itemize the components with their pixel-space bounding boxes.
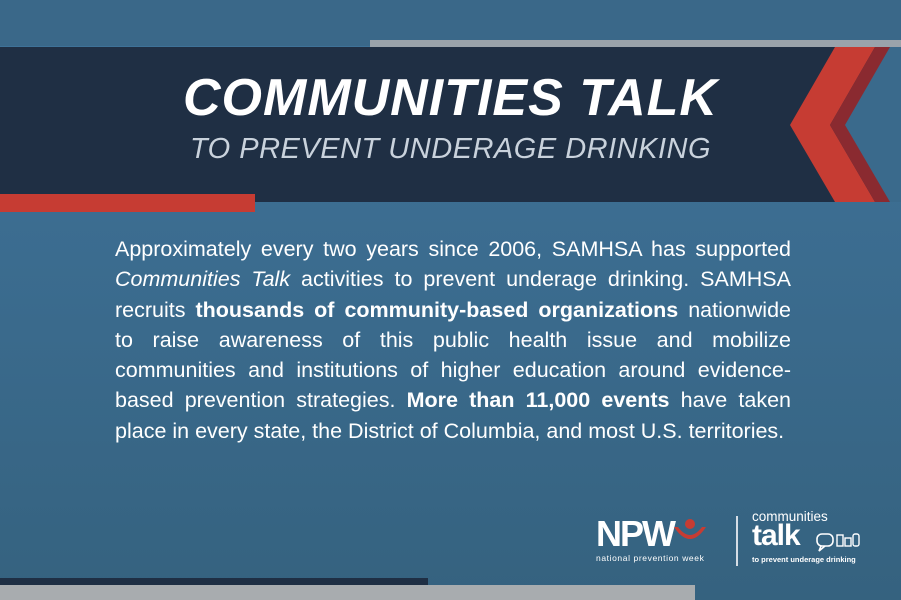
red-accent-bar: [0, 194, 255, 212]
body-text-4: have taken place in every state, the District of Columbia, and most U.S. territories.: [115, 388, 792, 443]
body-italic-communities-talk: Communities Talk: [115, 267, 291, 292]
body-paragraph: [115, 234, 791, 446]
npw-caption: national prevention week: [596, 553, 705, 563]
ct-logo-line2: talk: [752, 519, 800, 552]
speech-bubble-icon: [815, 532, 861, 554]
bottom-gray-bar: [0, 585, 695, 600]
logo-divider: [736, 516, 738, 566]
body-text-2: activities to prevent underage drinking. SAMHSA recruits: [115, 267, 791, 322]
npw-logo: [596, 513, 716, 568]
npw-letters: NPW: [596, 513, 674, 554]
page-title: COMMUNITIES TALK: [183, 69, 718, 127]
body-bold-organizations: thousands of community-based organizations: [195, 297, 679, 322]
person-icon: [668, 517, 712, 549]
ct-logo-tagline: to prevent underage drinking: [752, 555, 856, 564]
ct-logo-line1: communities: [752, 509, 828, 524]
communities-talk-logo: [752, 509, 862, 569]
body-bold-events: More than 11,000 events: [406, 388, 670, 413]
body-text-1: Approximately every two years since 2006, SAMHSA has supported: [115, 237, 791, 261]
body-text-3: nationwide to raise awareness of this public health issue and mobilize communities and institutions of higher education around evidence-based prevention strategies.: [115, 297, 791, 413]
page-subtitle: TO PREVENT UNDERAGE DRINKING: [189, 133, 712, 165]
